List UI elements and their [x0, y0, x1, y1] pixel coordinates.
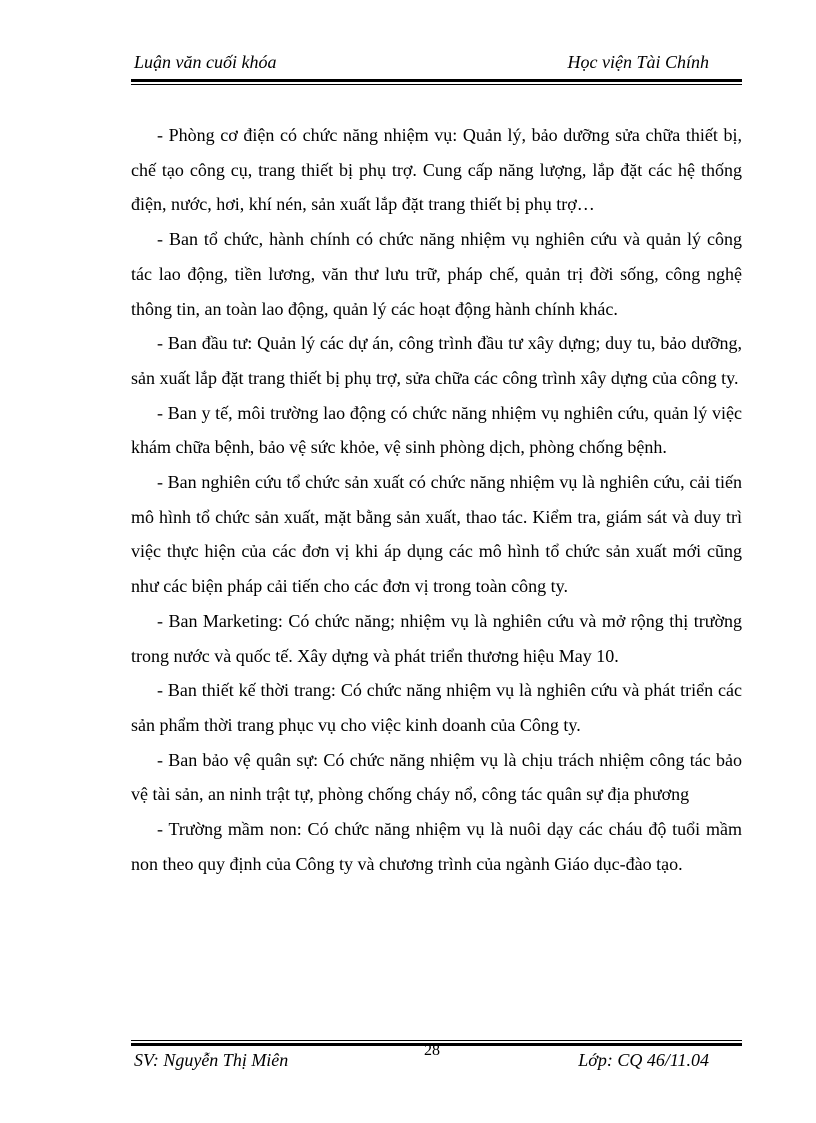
- page-header: [131, 52, 742, 78]
- paragraph-ban-bao-ve: - Ban bảo vệ quân sự: Có chức năng nhiệm vụ là chịu trách nhiệm công tác bảo vệ tài sản, an ninh trật tự, phòng chống cháy nổ, công tác quân sự địa phương: [131, 749, 742, 805]
- paragraph-ban-thiet-ke: - Ban thiết kế thời trang: Có chức năng nhiệm vụ là nghiên cứu và phát triển các sản phẩm thời trang phục vụ cho việc kinh doanh của Công ty.: [131, 680, 742, 735]
- paragraph-ban-to-chuc: - Ban tổ chức, hành chính có chức năng nhiệm vụ nghiên cứu và quản lý công tác lao động, tiền lương, văn thư lưu trữ, pháp chế, quản trị đời sống, công nghệ thông tin, an toàn lao động, quản lý các hoạt động hành chính khác.: [131, 229, 742, 319]
- paragraph-truong-mam-non: - Trường mầm non: Có chức năng nhiệm vụ là nuôi dạy các cháu độ tuổi mầm non theo quy định của Công ty và chương trình của ngành Giáo dục-đào tạo.: [131, 819, 742, 874]
- header-rule-thin: [131, 84, 742, 85]
- header-thesis-title: Luận văn cuối khóa: [134, 52, 277, 72]
- header-institution: Học viện Tài Chính: [567, 52, 709, 72]
- paragraph-ban-nghien-cuu: - Ban nghiên cứu tổ chức sản xuất có chức năng nhiệm vụ là nghiên cứu, cải tiến mô hình tổ chức sản xuất, mặt bằng sản xuất, thao tác. Kiểm tra, giám sát và duy trì việc thực hiện của các đơn vị khi áp dụng các mô hình tổ chức sản xuất mới cũng như các biện pháp cải tiến cho các đơn vị trong toàn công ty.: [131, 472, 742, 597]
- footer-student-name: SV: Nguyễn Thị Miên: [134, 1050, 289, 1070]
- footer-class: Lớp: CQ 46/11.04: [578, 1050, 709, 1070]
- footer-rule-thin: [131, 1040, 742, 1041]
- paragraph-phong-co-dien: - Phòng cơ điện có chức năng nhiệm vụ: Quản lý, bảo dưỡng sửa chữa thiết bị, chế tạo công cụ, trang thiết bị phụ trợ. Cung cấp năng lượng, lắp đặt các hệ thống điện, nước, hơi, khí nén, sản xuất lắp đặt trang thiết bị phụ trợ…: [131, 125, 742, 215]
- paragraph-ban-marketing: - Ban Marketing: Có chức năng; nhiệm vụ là nghiên cứu và mở rộng thị trường trong nước và quốc tế. Xây dựng và phát triển thương hiệu May 10.: [131, 610, 742, 666]
- paragraph-ban-dau-tu: - Ban đầu tư: Quản lý các dự án, công trình đầu tư xây dựng; duy tu, bảo dưỡng, sản xuất lắp đặt trang thiết bị phụ trợ, sửa chữa các công trình xây dựng của công ty.: [131, 333, 742, 388]
- body-text: [131, 118, 742, 881]
- paragraph-ban-y-te: - Ban y tế, môi trường lao động có chức năng nhiệm vụ nghiên cứu, quản lý việc khám chữa bệnh, bảo vệ sức khỏe, vệ sinh phòng dịch, phòng chống bệnh.: [131, 402, 742, 458]
- page-number: 28: [424, 1042, 440, 1059]
- header-rule-thick: [131, 79, 742, 82]
